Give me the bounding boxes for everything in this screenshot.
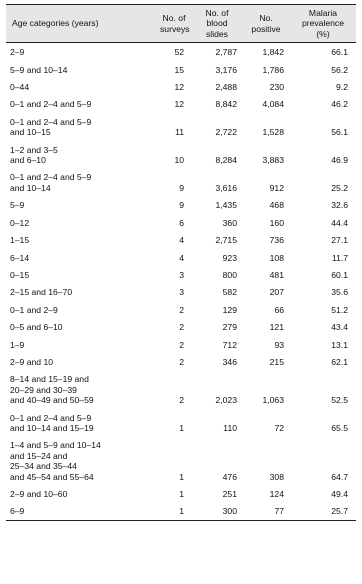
- cell-no-of-blood-slides: 346: [222, 356, 237, 367]
- cell-age-category: [6, 43, 156, 61]
- age-category-label: 0–5 and 6–10: [10, 322, 63, 333]
- cell-no-of-surveys: 1: [179, 471, 184, 482]
- cell-malaria-prevalence: 56.1: [331, 127, 348, 138]
- cell-age-category: [6, 318, 156, 335]
- table-row: [6, 301, 356, 318]
- cell-no-of-blood-slides: 8,842: [215, 99, 237, 110]
- cell-no-positive: 4,084: [262, 99, 284, 110]
- cell-no-of-surveys: 2: [179, 304, 184, 315]
- age-category-label: 1–9: [10, 339, 25, 350]
- cell-no-of-blood-slides: 800: [222, 269, 237, 280]
- cell-malaria-prevalence: 52.5: [331, 395, 348, 406]
- header-row: [6, 5, 356, 43]
- cell-malaria-prevalence: 56.2: [331, 64, 348, 75]
- cell-malaria-prevalence: 44.4: [331, 217, 348, 228]
- cell-malaria-prevalence: 27.1: [331, 235, 348, 246]
- cell-no-positive: 72: [274, 422, 284, 433]
- cell-age-category: [6, 231, 156, 248]
- cell-no-positive: 124: [269, 489, 284, 499]
- cell-no-positive: 308: [269, 471, 284, 482]
- age-category-label: 8–14 and 15–19 and 20–29 and 30–39 and 40–49 and 50–59: [10, 374, 94, 406]
- cell-no-of-surveys: 12: [174, 99, 184, 110]
- table-header: [6, 5, 356, 43]
- table-row: [6, 78, 356, 95]
- cell-no-of-surveys: 1: [179, 489, 184, 499]
- age-category-label: 0–1 and 2–9: [10, 304, 58, 315]
- header-age-categories: Age categories (years): [6, 5, 156, 43]
- cell-no-of-surveys: 2: [179, 356, 184, 367]
- table-row: [6, 196, 356, 213]
- table-row: [6, 318, 356, 335]
- cell-no-of-blood-slides: 129: [222, 304, 237, 315]
- table-row: [6, 485, 356, 502]
- table-row: [6, 113, 356, 141]
- cell-malaria-prevalence: 32.6: [331, 200, 348, 211]
- table-row: [6, 141, 356, 169]
- table-row: [6, 231, 356, 248]
- cell-no-positive: 160: [269, 217, 284, 228]
- cell-no-of-surveys: 4: [179, 235, 184, 246]
- cell-malaria-prevalence: 46.2: [331, 99, 348, 110]
- table-row: [6, 43, 356, 61]
- cell-no-positive: 207: [269, 287, 284, 298]
- cell-no-of-blood-slides: 2,715: [215, 235, 237, 246]
- cell-age-category: [6, 196, 156, 213]
- age-category-label: 1–4 and 5–9 and 10–14 and 15–24 and 25–34 and 35–44 and 45–54 and 55–64: [10, 440, 101, 482]
- cell-age-category: [6, 502, 156, 520]
- table-row: [6, 214, 356, 231]
- cell-age-category: [6, 336, 156, 353]
- cell-no-of-blood-slides: 712: [222, 339, 237, 350]
- cell-no-of-surveys: 11: [175, 127, 184, 138]
- cell-malaria-prevalence: 43.4: [331, 322, 348, 333]
- cell-age-category: [6, 141, 156, 169]
- age-category-label: 0–1 and 2–4 and 5–9 and 10–14: [10, 172, 92, 193]
- cell-malaria-prevalence: 66.1: [331, 47, 348, 58]
- table-row: [6, 353, 356, 370]
- cell-no-positive: 1,842: [262, 47, 284, 58]
- cell-age-category: [6, 283, 156, 300]
- table-row: [6, 409, 356, 437]
- table-row: [6, 502, 356, 520]
- cell-no-of-surveys: 10: [174, 155, 184, 166]
- cell-malaria-prevalence: 11.7: [331, 252, 348, 263]
- cell-malaria-prevalence: 25.2: [331, 182, 348, 193]
- cell-no-of-blood-slides: 2,787: [215, 47, 237, 58]
- cell-malaria-prevalence: 35.6: [331, 287, 348, 298]
- cell-no-positive: 66: [274, 304, 284, 315]
- cell-age-category: [6, 78, 156, 95]
- cell-no-of-surveys: 52: [174, 47, 184, 58]
- cell-no-positive: 1,063: [262, 395, 284, 406]
- table-row: [6, 168, 356, 196]
- cell-age-category: [6, 249, 156, 266]
- malaria-survey-table: [6, 4, 356, 521]
- cell-no-positive: 230: [269, 82, 284, 93]
- cell-no-of-surveys: 3: [179, 287, 184, 298]
- header-malaria-prevalence: Malaria prevalence (%): [290, 5, 356, 43]
- cell-no-positive: 93: [274, 339, 284, 350]
- age-category-label: 2–9: [10, 47, 25, 58]
- cell-no-of-blood-slides: 2,488: [215, 82, 237, 93]
- cell-age-category: [6, 409, 156, 437]
- cell-no-positive: 1,786: [262, 64, 284, 75]
- cell-no-of-blood-slides: 476: [222, 471, 237, 482]
- cell-no-of-surveys: 15: [174, 64, 184, 75]
- cell-no-positive: 3,883: [262, 155, 284, 166]
- cell-no-of-surveys: 4: [179, 252, 184, 263]
- table-row: [6, 283, 356, 300]
- cell-no-positive: 481: [269, 269, 284, 280]
- cell-malaria-prevalence: 51.2: [331, 304, 348, 315]
- cell-no-of-blood-slides: 3,176: [215, 64, 237, 75]
- cell-age-category: [6, 370, 156, 408]
- table-row: [6, 336, 356, 353]
- cell-no-of-blood-slides: 3,616: [215, 182, 237, 193]
- age-category-label: 0–44: [10, 82, 30, 93]
- cell-age-category: [6, 353, 156, 370]
- cell-no-of-blood-slides: 251: [222, 489, 237, 499]
- table-row: [6, 61, 356, 78]
- cell-no-of-blood-slides: 2,023: [215, 395, 237, 406]
- age-category-label: 6–14: [10, 252, 30, 263]
- cell-no-of-surveys: 1: [156, 502, 192, 520]
- cell-no-of-blood-slides: 300: [192, 502, 242, 520]
- header-no-positive: No. positive: [242, 5, 290, 43]
- table-row: [6, 436, 356, 485]
- age-category-label: 0–1 and 2–4 and 5–9 and 10–14 and 15–19: [10, 412, 94, 433]
- cell-no-of-surveys: 2: [179, 395, 184, 406]
- cell-no-of-blood-slides: 582: [222, 287, 237, 298]
- cell-no-positive: 912: [269, 182, 284, 193]
- cell-no-positive: 215: [269, 356, 284, 367]
- cell-malaria-prevalence: 13.1: [331, 339, 348, 350]
- cell-no-positive: 1,528: [262, 127, 284, 138]
- age-category-label: 2–9 and 10–60: [10, 489, 68, 499]
- cell-malaria-prevalence: 9.2: [336, 82, 348, 93]
- age-category-label: 1–15: [10, 235, 30, 246]
- header-no-of-blood-slides: No. of blood slides: [192, 5, 242, 43]
- table-row: [6, 95, 356, 112]
- cell-malaria-prevalence: 60.1: [331, 269, 348, 280]
- cell-no-of-surveys: 12: [174, 82, 184, 93]
- cell-no-positive: 121: [269, 322, 284, 333]
- cell-age-category: [6, 266, 156, 283]
- cell-no-of-blood-slides: 8,284: [215, 155, 237, 166]
- cell-no-positive: 77: [242, 502, 290, 520]
- cell-no-positive: 108: [269, 252, 284, 263]
- cell-no-positive: 468: [269, 200, 284, 211]
- cell-malaria-prevalence: 62.1: [331, 356, 348, 367]
- age-category-label: 0–1 and 2–4 and 5–9 and 10–15: [10, 116, 92, 138]
- cell-malaria-prevalence: 46.9: [331, 155, 348, 166]
- cell-age-category: [6, 301, 156, 318]
- cell-age-category: [6, 61, 156, 78]
- age-category-label: 5–9: [10, 200, 25, 211]
- cell-age-category: [6, 485, 156, 502]
- age-category-label: 0–1 and 2–4 and 5–9: [10, 99, 92, 110]
- table-body: [6, 43, 356, 521]
- cell-no-of-surveys: 6: [179, 217, 184, 228]
- cell-no-of-blood-slides: 110: [223, 422, 237, 433]
- cell-age-category: [6, 436, 156, 485]
- age-category-label: 1–2 and 3–5 and 6–10: [10, 144, 58, 166]
- cell-no-of-surveys: 9: [179, 182, 184, 193]
- cell-age-category: [6, 168, 156, 196]
- cell-no-of-surveys: 1: [179, 422, 184, 433]
- cell-malaria-prevalence: 49.4: [331, 489, 348, 499]
- cell-malaria-prevalence: 64.7: [331, 471, 348, 482]
- age-category-label: 2–15 and 16–70: [10, 287, 73, 298]
- cell-no-of-surveys: 9: [179, 200, 184, 211]
- cell-malaria-prevalence: 25.7: [290, 502, 356, 520]
- cell-age-category: [6, 214, 156, 231]
- cell-age-category: [6, 113, 156, 141]
- age-category-label: 0–15: [10, 269, 30, 280]
- age-category-label: 5–9 and 10–14: [10, 64, 68, 75]
- table-row: [6, 266, 356, 283]
- table-row: [6, 249, 356, 266]
- cell-age-category: [6, 95, 156, 112]
- age-category-label: 0–12: [10, 217, 30, 228]
- header-no-of-surveys: No. of surveys: [156, 5, 192, 43]
- cell-no-of-surveys: 2: [179, 322, 184, 333]
- cell-no-of-blood-slides: 1,435: [215, 200, 237, 211]
- cell-no-of-blood-slides: 360: [222, 217, 237, 228]
- cell-no-of-blood-slides: 923: [222, 252, 237, 263]
- cell-no-of-blood-slides: 279: [222, 322, 237, 333]
- cell-malaria-prevalence: 65.5: [331, 422, 348, 433]
- cell-no-of-surveys: 2: [179, 339, 184, 350]
- cell-no-of-surveys: 3: [179, 269, 184, 280]
- age-category-label: 2–9 and 10: [10, 356, 54, 367]
- age-category-label: 6–9: [10, 506, 25, 517]
- cell-no-of-blood-slides: 2,722: [215, 127, 237, 138]
- table-row: [6, 370, 356, 408]
- cell-no-positive: 736: [269, 235, 284, 246]
